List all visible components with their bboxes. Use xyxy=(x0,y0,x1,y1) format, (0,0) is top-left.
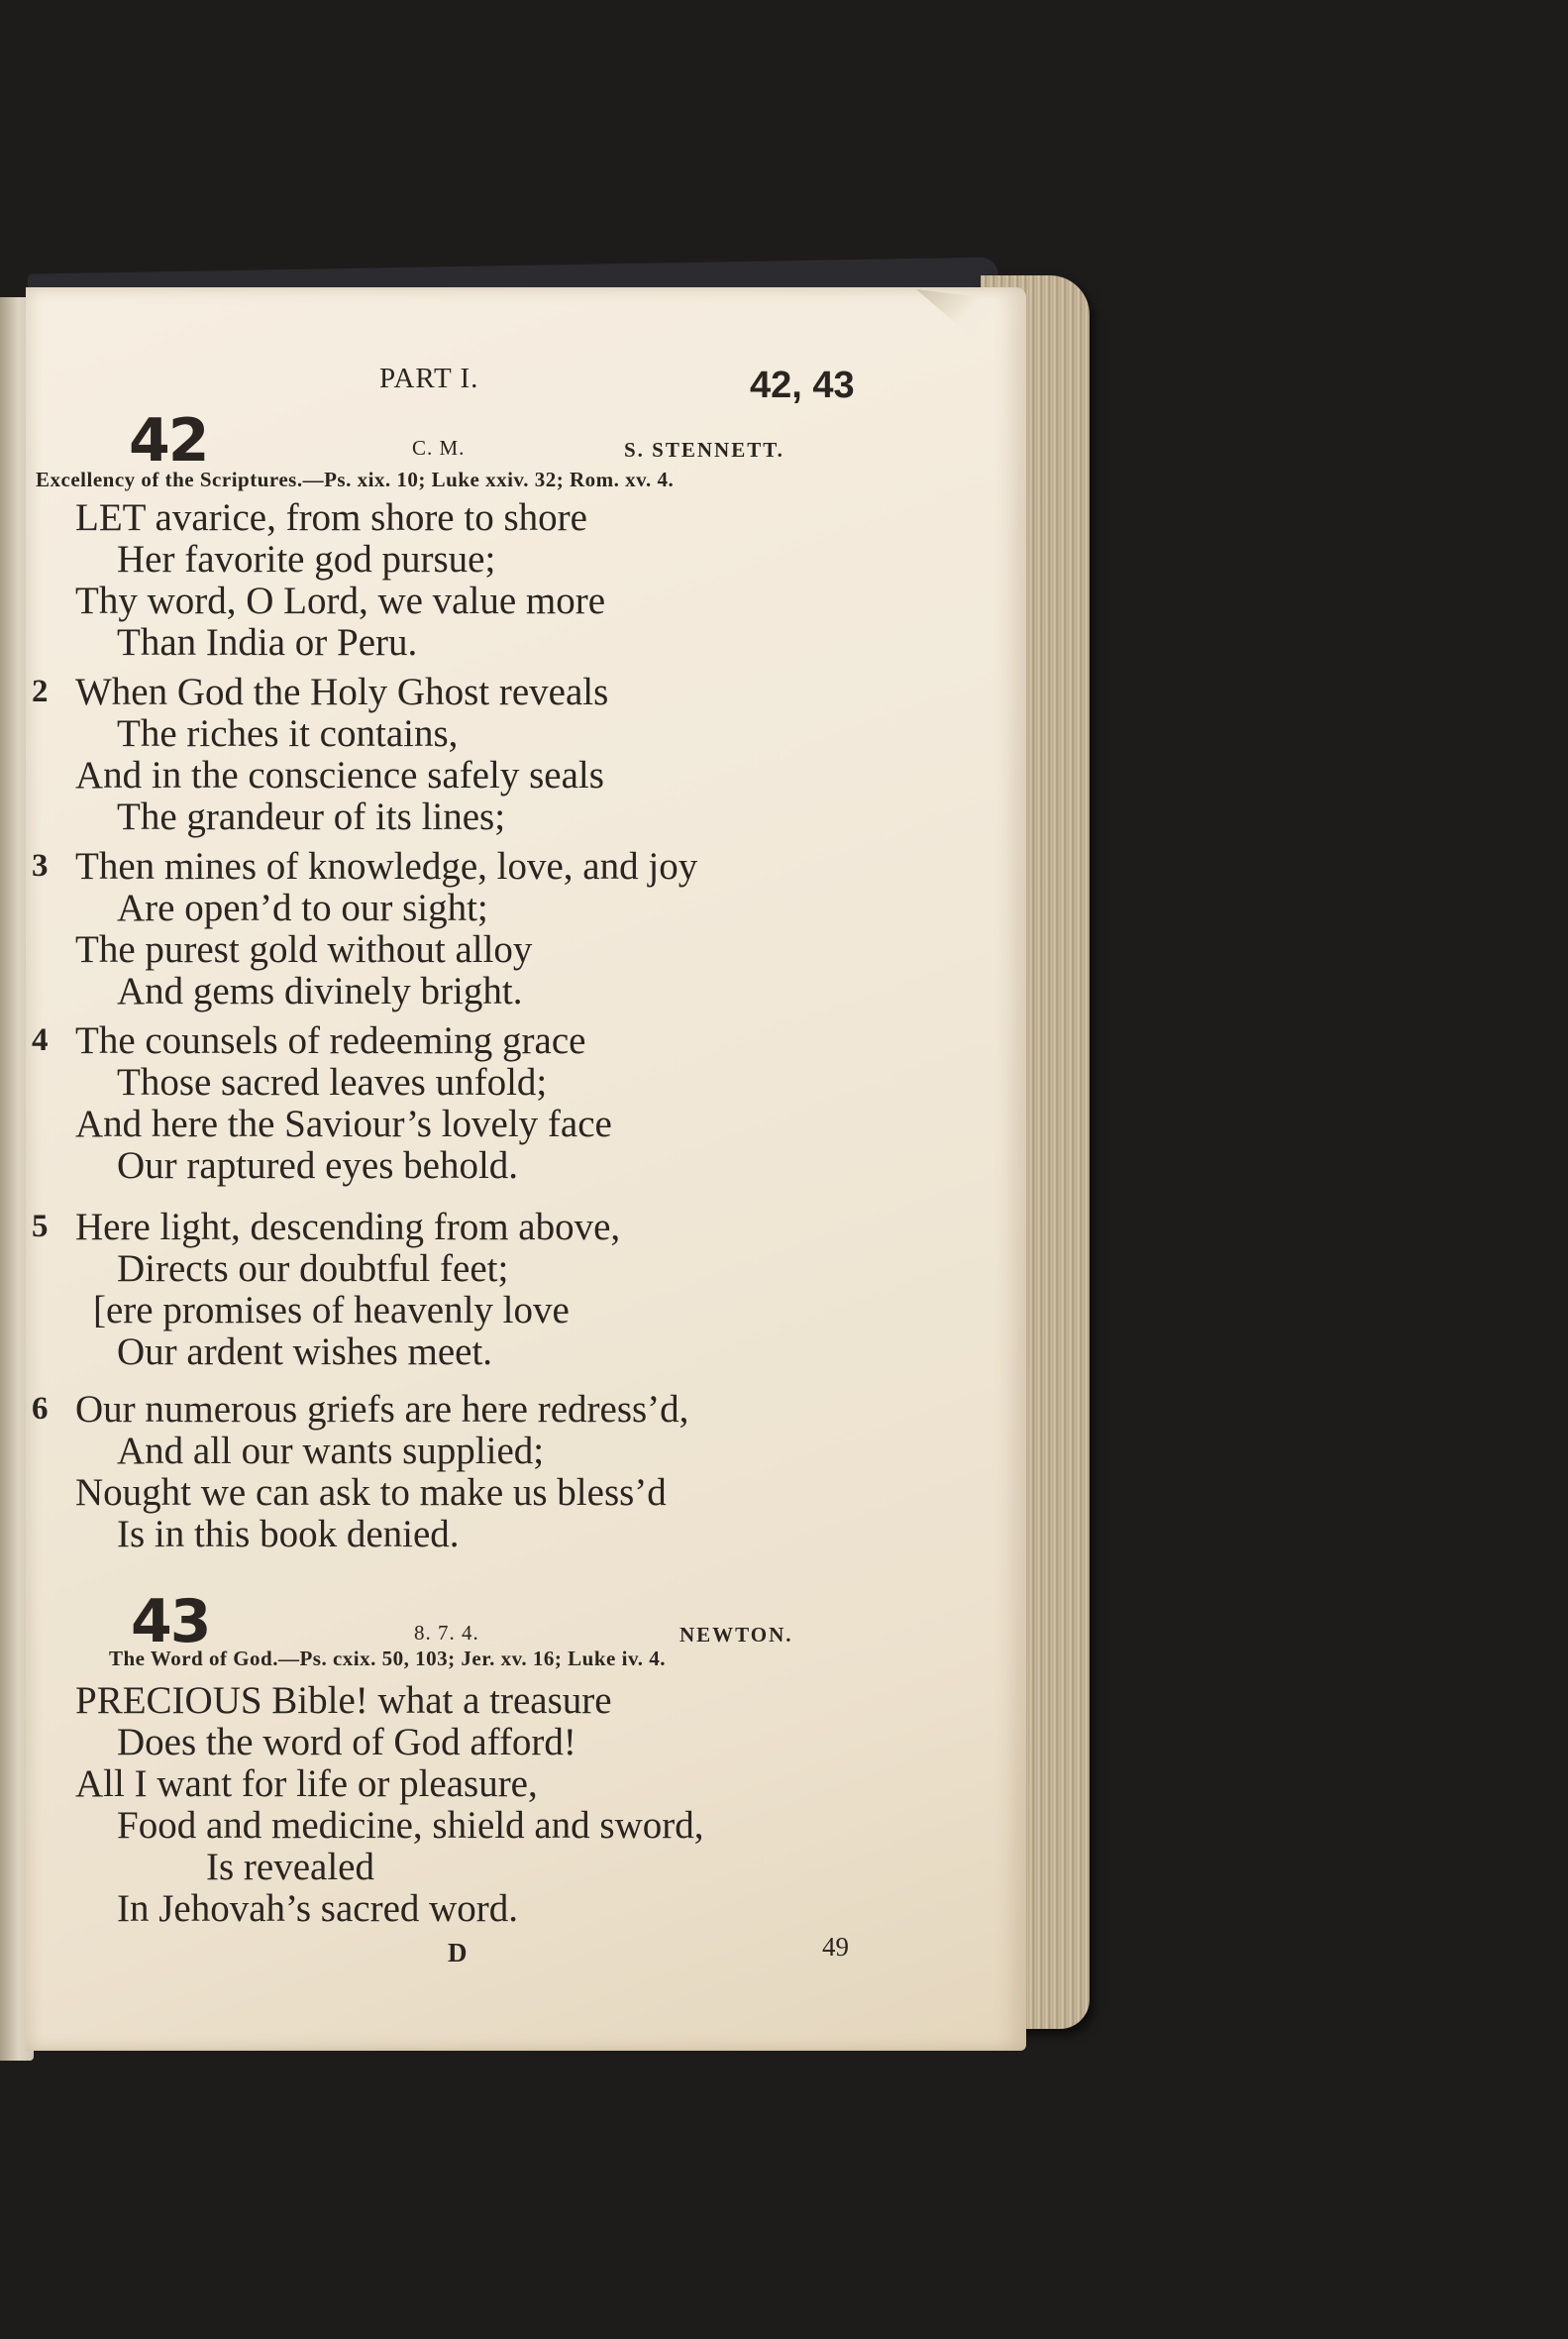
hymn-43-line-1: PRECIOUS Bible! what a treasure xyxy=(75,1679,612,1722)
hymn-42-stanza-1-line-3: Thy word, O Lord, we value more xyxy=(75,580,606,622)
hymn-43-number: 43 xyxy=(131,1587,210,1656)
hymn-42-stanza-5-line-2: Directs our doubtful feet; xyxy=(117,1247,509,1290)
hymn-42-stanza-3-number: 3 xyxy=(32,848,49,884)
hymn-42-stanza-2-line-2: The riches it contains, xyxy=(117,712,459,755)
hymn-42-author: S. STENNETT. xyxy=(624,438,784,462)
hymn-42-stanza-6-line-1: Our numerous griefs are here redress’d, xyxy=(75,1388,689,1431)
hymn-42-stanza-1-line-2: Her favorite god pursue; xyxy=(117,538,496,581)
hymn-42-stanza-2-line-4: The grandeur of its lines; xyxy=(117,796,506,838)
page-number: 49 xyxy=(822,1932,849,1962)
signature-mark: D xyxy=(448,1938,468,1967)
hymn-43-line-5: Is revealed xyxy=(206,1846,374,1888)
running-header-part: PART I. xyxy=(379,363,479,394)
hymn-42-stanza-4-line-1: The counsels of redeeming grace xyxy=(75,1019,586,1062)
hymn-43-line-2: Does the word of God afford! xyxy=(117,1721,576,1763)
hymn-43-meter: 8. 7. 4. xyxy=(414,1621,479,1645)
hymn-42-stanza-6-number: 6 xyxy=(32,1391,49,1427)
hymn-42-stanza-6-line-2: And all our wants supplied; xyxy=(117,1430,545,1472)
hymn-42-stanza-3-line-1: Then mines of knowledge, love, and joy xyxy=(75,845,698,888)
hymn-43-subject: The Word of God.—Ps. cxix. 50, 103; Jer. xv. 16; Luke iv. 4. xyxy=(109,1647,667,1670)
hymn-42-stanza-2-number: 2 xyxy=(32,674,49,709)
hymn-43-line-6: In Jehovah’s sacred word. xyxy=(117,1887,519,1930)
hymn-42-stanza-3-line-2: Are open’d to our sight; xyxy=(117,887,488,929)
hymn-43-line-3: All I want for life or pleasure, xyxy=(75,1762,538,1805)
hymn-42-stanza-5-line-4: Our ardent wishes meet. xyxy=(117,1330,493,1373)
running-header-hymn-numbers: 42, 43 xyxy=(750,365,855,406)
hymn-43-author: NEWTON. xyxy=(679,1623,793,1647)
hymn-42-meter: C. M. xyxy=(412,436,466,460)
hymn-42-stanza-5-number: 5 xyxy=(32,1209,49,1244)
hymn-42-stanza-4-line-3: And here the Saviour’s lovely face xyxy=(75,1103,612,1145)
hymn-42-stanza-2-line-1: When God the Holy Ghost reveals xyxy=(75,671,609,713)
hymn-43-line-4: Food and medicine, shield and sword, xyxy=(117,1804,704,1847)
hymn-42-stanza-1-line-4: Than India or Peru. xyxy=(117,621,418,664)
hymn-42-stanza-5-line-3: [ere promises of heavenly love xyxy=(93,1289,570,1331)
hymn-42-stanza-1-line-1: LET avarice, from shore to shore xyxy=(75,496,587,539)
hymn-42-number: 42 xyxy=(129,406,208,476)
hymn-42-stanza-6-line-4: Is in this book denied. xyxy=(117,1513,460,1555)
hymn-42-stanza-6-line-3: Nought we can ask to make us bless’d xyxy=(75,1471,667,1514)
hymn-42-stanza-3-line-4: And gems divinely bright. xyxy=(117,970,523,1012)
hymn-42-stanza-3-line-3: The purest gold without alloy xyxy=(75,928,533,971)
hymn-42-stanza-4-number: 4 xyxy=(32,1022,49,1058)
hymn-42-stanza-2-line-3: And in the conscience safely seals xyxy=(75,754,604,797)
hymn-42-stanza-4-line-2: Those sacred leaves unfold; xyxy=(117,1061,548,1104)
hymn-42-stanza-4-line-4: Our raptured eyes behold. xyxy=(117,1144,519,1187)
hymn-42-subject: Excellency of the Scriptures.—Ps. xix. 10; Luke xxiv. 32; Rom. xv. 4. xyxy=(36,468,675,491)
hymn-42-stanza-5-line-1: Here light, descending from above, xyxy=(75,1206,621,1248)
